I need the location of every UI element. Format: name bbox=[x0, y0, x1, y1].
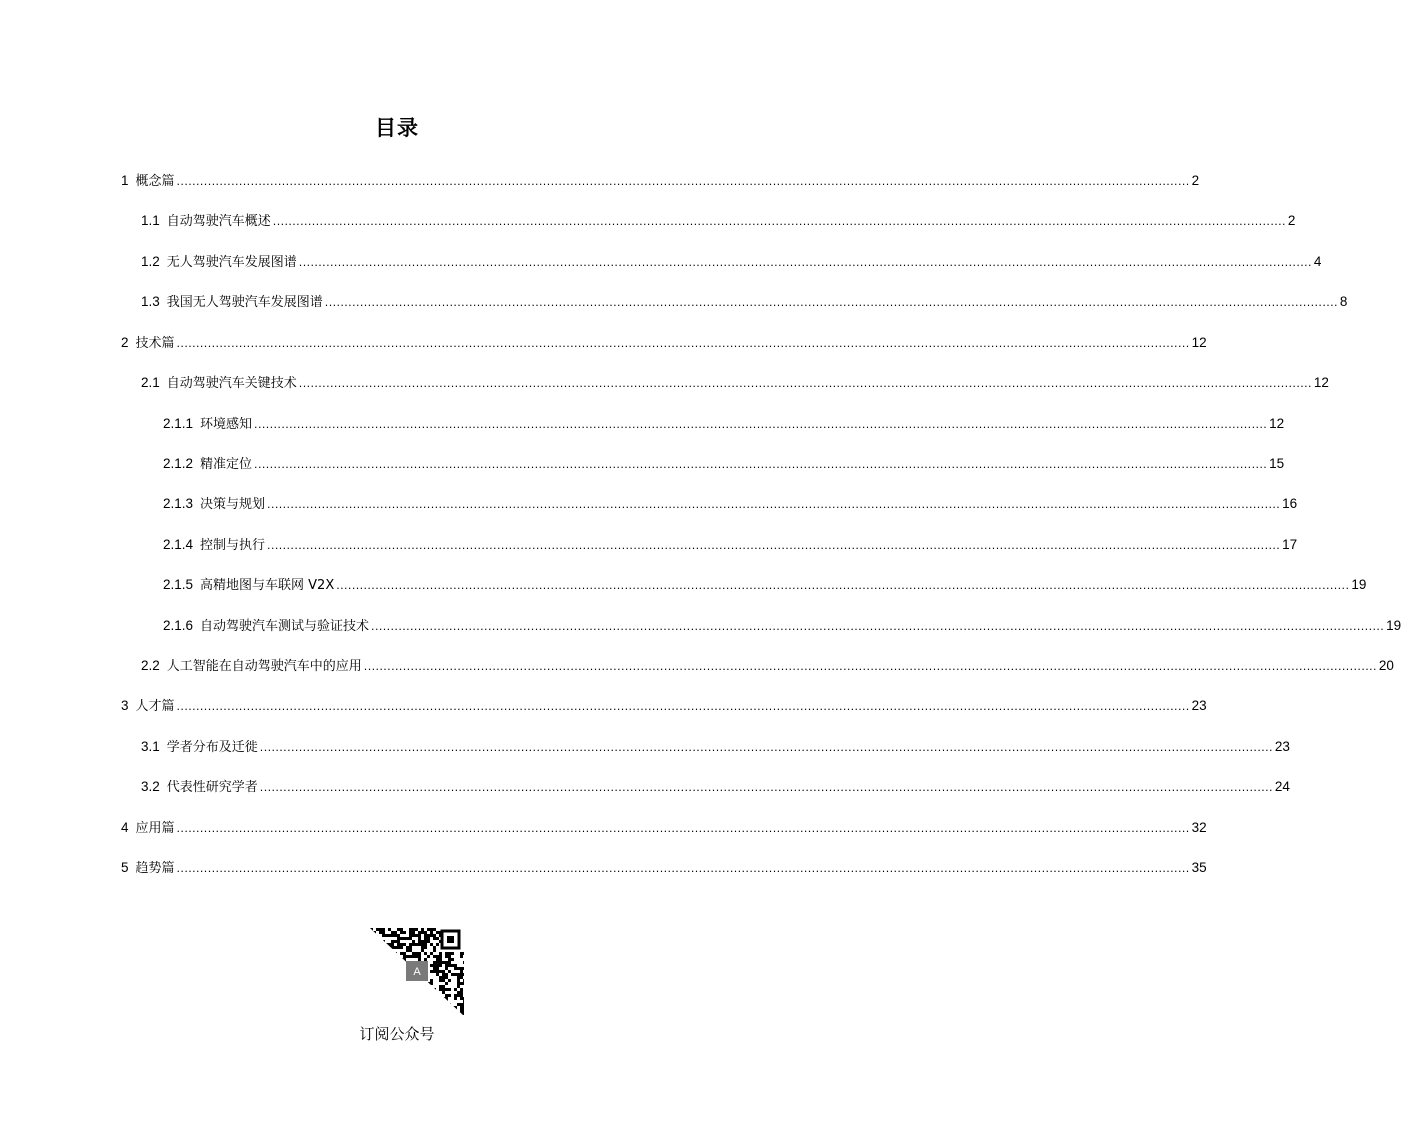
dot-leader: .................................................................................................................................................................................................................................................................... bbox=[176, 822, 1190, 835]
toc-entry-2-1-5[interactable] bbox=[163, 575, 1367, 595]
qr-caption: 订阅公众号 bbox=[359, 1025, 435, 1043]
dot-leader: .................................................................................................................................................................................................................................................................... bbox=[176, 700, 1190, 713]
toc-entry-2-1-2[interactable] bbox=[163, 454, 1285, 474]
dot-leader: .................................................................................................................................................................................................................................................................... bbox=[371, 620, 1385, 633]
toc-entry-number: 2.1 bbox=[141, 375, 160, 390]
toc-entry-1-1[interactable] bbox=[141, 211, 1296, 231]
toc-entry-page: 2 bbox=[1191, 173, 1200, 188]
toc-entry-label: 应用篇 bbox=[135, 821, 175, 836]
dot-leader: .................................................................................................................................................................................................................................................................... bbox=[176, 337, 1190, 350]
dot-leader: .................................................................................................................................................................................................................................................................... bbox=[298, 377, 1312, 390]
toc-entry-number: 2.1.2 bbox=[163, 456, 194, 471]
toc-entry-number: 2.2 bbox=[141, 658, 160, 673]
toc-entry-page: 17 bbox=[1282, 537, 1298, 552]
toc-entry-3[interactable] bbox=[121, 696, 1207, 716]
toc-entry-page: 12 bbox=[1313, 375, 1329, 390]
toc-entry-number: 1.3 bbox=[141, 294, 160, 309]
toc-entry-2-1-4[interactable] bbox=[163, 535, 1298, 555]
toc-entry-label: 学者分布及迁徙 bbox=[166, 740, 258, 755]
toc-entry-label: 环境感知 bbox=[200, 417, 253, 432]
toc-entry-4[interactable] bbox=[121, 818, 1207, 838]
toc-entry-label: 技术篇 bbox=[135, 336, 175, 351]
dot-leader: .................................................................................................................................................................................................................................................................... bbox=[298, 256, 1312, 269]
toc-entry-label: 人才篇 bbox=[135, 699, 175, 714]
toc-entry-number: 2.1.6 bbox=[163, 618, 194, 633]
toc-entry-label: 自动驾驶汽车概述 bbox=[166, 214, 271, 229]
toc-entry-page: 2 bbox=[1287, 213, 1296, 228]
toc-entry-1-2[interactable] bbox=[141, 252, 1322, 272]
dot-leader: .................................................................................................................................................................................................................................................................... bbox=[254, 418, 1268, 431]
toc-entry-number: 2.1.5 bbox=[163, 577, 194, 592]
toc-entry-page: 23 bbox=[1191, 698, 1207, 713]
toc-entry-5[interactable] bbox=[121, 858, 1207, 878]
toc-entry-page: 23 bbox=[1274, 739, 1290, 754]
toc-entry-page: 19 bbox=[1351, 577, 1367, 592]
toc-entry-label: 精准定位 bbox=[200, 457, 253, 472]
toc-entry-page: 35 bbox=[1191, 860, 1207, 875]
toc-entry-page: 8 bbox=[1339, 294, 1348, 309]
toc-entry-number: 1.2 bbox=[141, 254, 160, 269]
dot-leader: .................................................................................................................................................................................................................................................................... bbox=[267, 539, 1281, 552]
toc-entry-number: 3.2 bbox=[141, 779, 160, 794]
toc-entry-number: 2.1.3 bbox=[163, 496, 194, 511]
toc-entry-2-1-1[interactable] bbox=[163, 414, 1285, 434]
toc-entry-page: 32 bbox=[1191, 820, 1207, 835]
toc-entry-page: 19 bbox=[1386, 618, 1401, 633]
toc-entry-page: 20 bbox=[1378, 658, 1394, 673]
toc-entry-page: 24 bbox=[1274, 779, 1290, 794]
toc-entry-label: 概念篇 bbox=[135, 174, 175, 189]
toc-entry-page: 15 bbox=[1269, 456, 1285, 471]
qr-finder-center bbox=[447, 936, 454, 943]
dot-leader: .................................................................................................................................................................................................................................................................... bbox=[324, 296, 1338, 309]
toc-title: 目录 bbox=[375, 116, 419, 140]
toc-entry-label: 代表性研究学者 bbox=[166, 780, 258, 795]
toc-entry-page: 16 bbox=[1282, 496, 1298, 511]
toc-entry-1[interactable] bbox=[121, 171, 1200, 191]
toc-entry-3-1[interactable] bbox=[141, 737, 1290, 757]
toc-entry-number: 1.1 bbox=[141, 213, 160, 228]
dot-leader: .................................................................................................................................................................................................................................................................... bbox=[254, 458, 1268, 471]
toc-entry-number: 5 bbox=[121, 860, 129, 875]
toc-entry-2[interactable] bbox=[121, 333, 1207, 353]
toc-entry-label: 自动驾驶汽车关键技术 bbox=[166, 376, 297, 391]
toc-entry-page: 4 bbox=[1313, 254, 1322, 269]
toc-entry-label: 控制与执行 bbox=[200, 538, 266, 553]
qr-logo-mark: A bbox=[413, 966, 421, 978]
dot-leader: .................................................................................................................................................................................................................................................................... bbox=[272, 215, 1286, 228]
toc-entry-page: 12 bbox=[1191, 335, 1207, 350]
toc-entry-number: 4 bbox=[121, 820, 129, 835]
toc-entry-1-3[interactable] bbox=[141, 292, 1348, 312]
toc-entry-page: 12 bbox=[1269, 416, 1285, 431]
qr-code-graphic bbox=[370, 928, 464, 1016]
dot-leader: .................................................................................................................................................................................................................................................................... bbox=[259, 741, 1273, 754]
toc-entry-label: 无人驾驶汽车发展图谱 bbox=[166, 255, 297, 270]
toc-entry-label: 我国无人驾驶汽车发展图谱 bbox=[166, 295, 323, 310]
toc-entry-number: 3.1 bbox=[141, 739, 160, 754]
toc-entry-label: 趋势篇 bbox=[135, 861, 175, 876]
toc-entry-number: 2.1.4 bbox=[163, 537, 194, 552]
dot-leader: .................................................................................................................................................................................................................................................................... bbox=[336, 579, 1350, 592]
toc-entry-number: 1 bbox=[121, 173, 129, 188]
toc-entry-label: 自动驾驶汽车测试与验证技术 bbox=[200, 619, 370, 634]
toc-entry-2-2[interactable] bbox=[141, 656, 1394, 676]
toc-entry-2-1[interactable] bbox=[141, 373, 1329, 393]
dot-leader: .................................................................................................................................................................................................................................................................... bbox=[176, 175, 1190, 188]
toc-entry-number: 2.1.1 bbox=[163, 416, 194, 431]
toc-entry-3-2[interactable] bbox=[141, 777, 1290, 797]
dot-leader: .................................................................................................................................................................................................................................................................... bbox=[363, 660, 1377, 673]
toc-entry-label: 高精地图与车联网 V2X bbox=[200, 578, 335, 593]
dot-leader: .................................................................................................................................................................................................................................................................... bbox=[176, 862, 1190, 875]
toc-entry-2-1-6[interactable] bbox=[163, 616, 1401, 636]
toc-entry-2-1-3[interactable] bbox=[163, 494, 1298, 514]
toc-entry-number: 2 bbox=[121, 335, 129, 350]
qr-code-image[interactable] bbox=[370, 928, 464, 1016]
dot-leader: .................................................................................................................................................................................................................................................................... bbox=[259, 781, 1273, 794]
dot-leader: .................................................................................................................................................................................................................................................................... bbox=[267, 498, 1281, 511]
toc-entry-label: 决策与规划 bbox=[200, 497, 266, 512]
toc-entry-number: 3 bbox=[121, 698, 129, 713]
toc-entry-label: 人工智能在自动驾驶汽车中的应用 bbox=[166, 659, 362, 674]
